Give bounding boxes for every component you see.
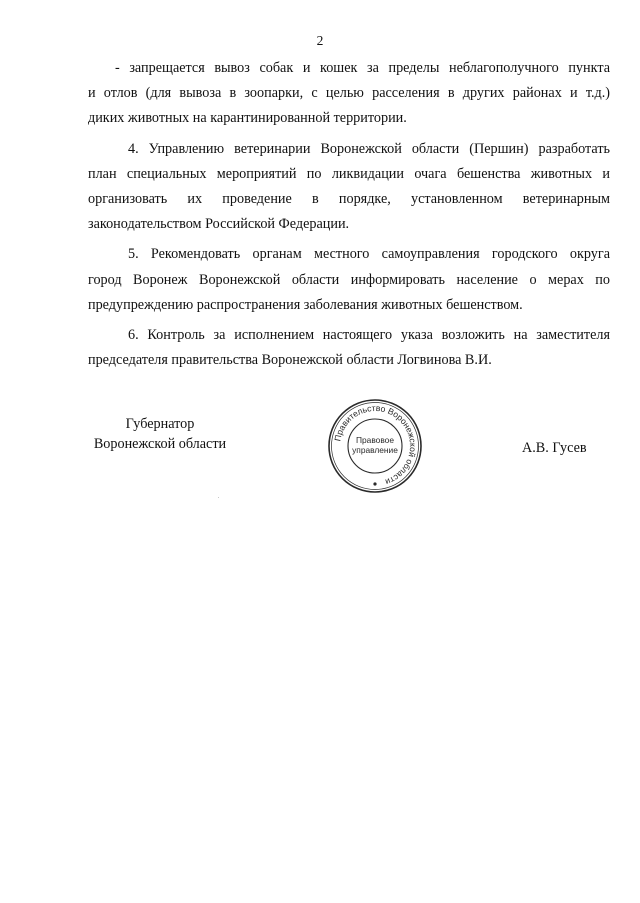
text-line: план специальных мероприятий по ликвидации очага бешенства животных и [88,165,610,182]
scan-speck [218,497,219,498]
signatory-title-line: Воронежской области [93,436,227,452]
seal-center-line: управление [352,445,398,455]
paragraph-5 [88,242,610,318]
text-line: председателя правительства Воронежской области Логвинова В.И. [88,352,492,369]
page-number: 2 [316,33,324,48]
text-line: город Воронеж Воронежской области информировать население о мерах по [88,271,610,288]
document-body [88,56,610,373]
paragraph-6 [88,323,610,373]
signatory-title-line: Губернатор [125,416,195,432]
text-line: 5. Рекомендовать органам местного самоуправления городского округа [128,246,610,263]
paragraph-4 [88,137,610,238]
seal-ring-text: Правительство Воронежской области [332,402,419,488]
text-line: 6. Контроль за исполнением настоящего указа возложить на заместителя [128,327,610,344]
text-line: - запрещается вывоз собак и кошек за пределы неблагополучного пункта [115,60,610,76]
signatory-title [90,414,230,454]
text-line: предупреждению распространения заболевания животных бешенством. [88,296,523,313]
text-line: организовать их проведение в порядке, установленном ветеринарным [88,191,610,208]
seal-center-line: Правовое [355,435,395,445]
text-line: и отлов (для вывоза в зоопарки, с целью расселения в других районах и т.д.) [88,85,610,102]
text-line: законодательством Российской Федерации. [88,216,350,233]
text-line: диких животных на карантинированной территории. [88,110,407,127]
text-line: 4. Управлению ветеринарии Воронежской области (Першин) разработать [128,140,610,157]
paragraph-dash-prohibition [88,56,610,132]
official-seal-stamp [327,398,423,494]
seal-star-mark [373,482,376,485]
signatory-name: А.В. Гусев [522,440,587,456]
